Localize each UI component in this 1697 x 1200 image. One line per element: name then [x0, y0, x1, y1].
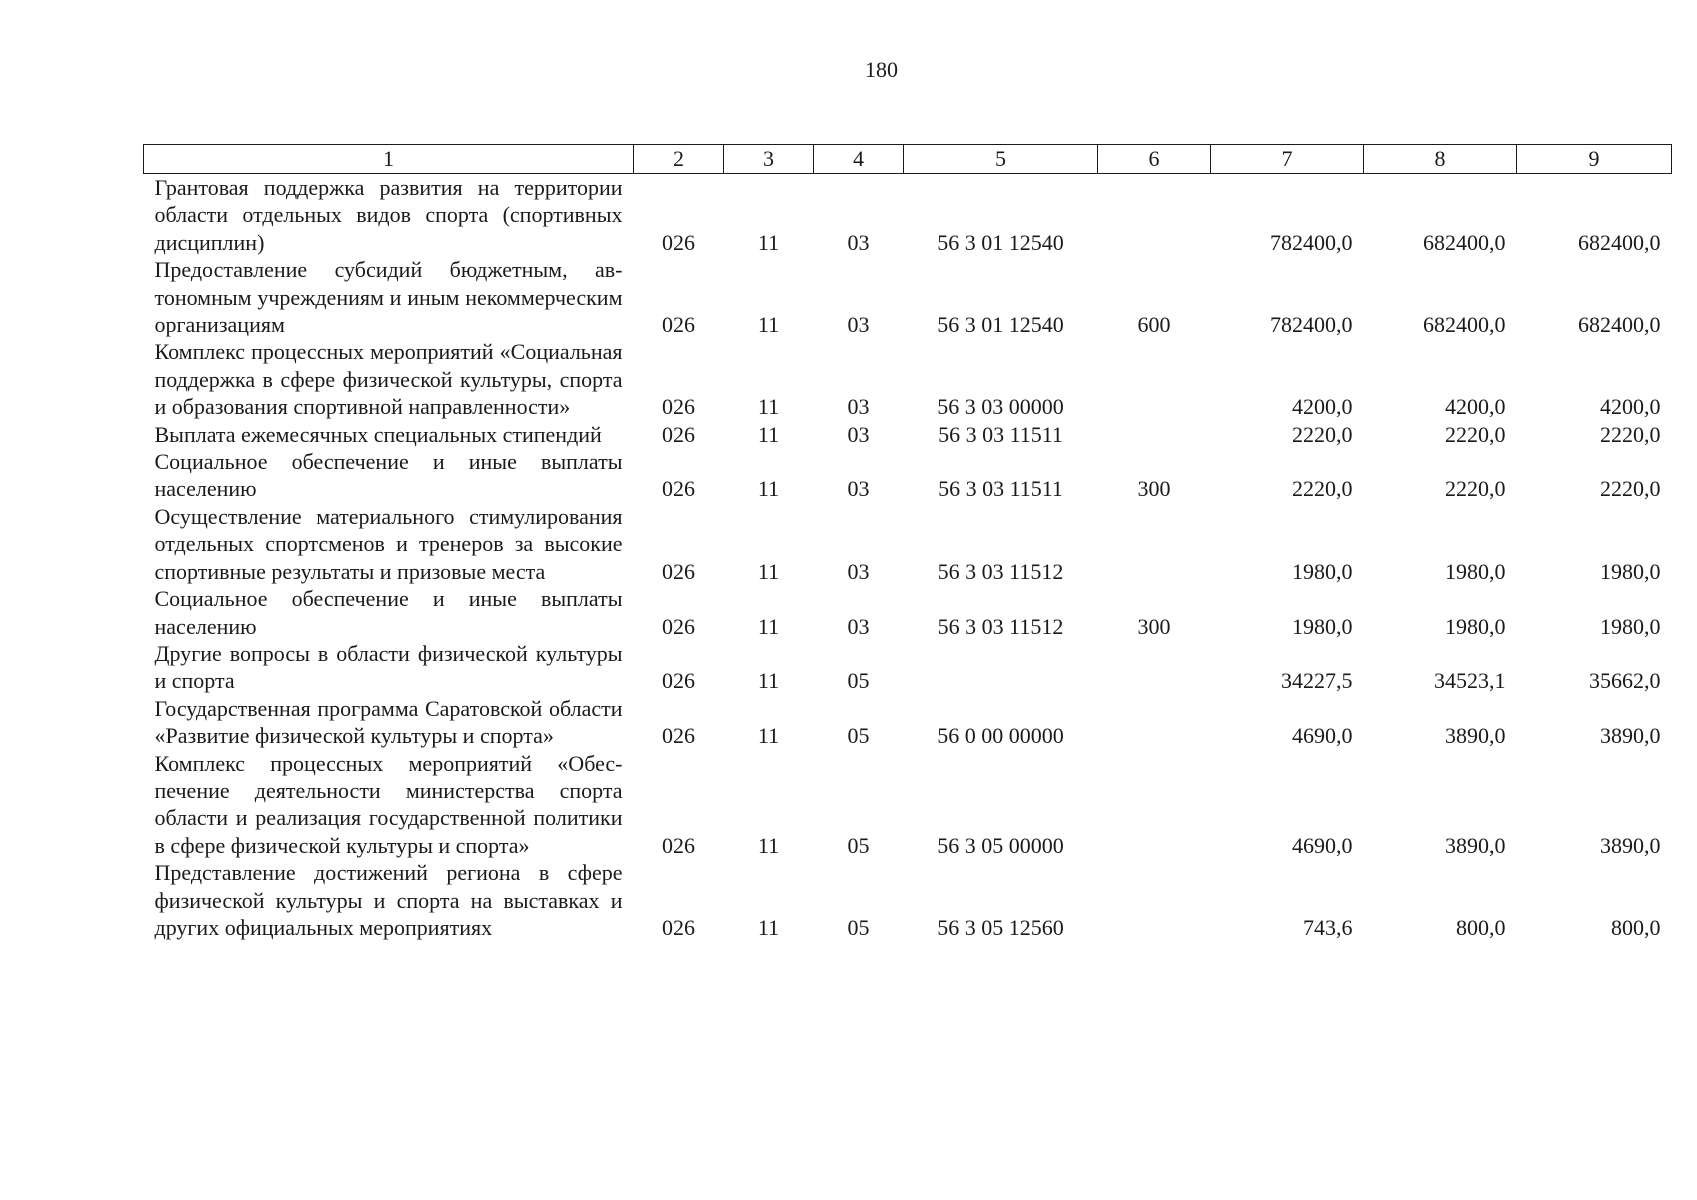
row-subsection-code: 05 [847, 832, 870, 858]
row-expense-type: 600 [1137, 312, 1171, 338]
row-section-code: 11 [757, 832, 780, 858]
row-subsection-code: 05 [847, 668, 870, 694]
row-name: Предоставление субсидий бюджетным, автономным учреждениям и иным некоммерческим организациям [154, 257, 623, 338]
row-expense-type: 300 [1137, 476, 1171, 502]
row-ministry-code: 026 [662, 476, 695, 502]
row-section-code: 11 [757, 914, 780, 940]
table-row [144, 750, 1672, 860]
header-col-3: 3 [724, 145, 814, 174]
row-section-code: 11 [757, 312, 780, 338]
row-ministry-code: 026 [662, 613, 695, 639]
row-amount-col-9: 4200,0 [1600, 394, 1661, 420]
header-col-7: 7 [1211, 145, 1364, 174]
row-amount-col-7: 4200,0 [1292, 394, 1353, 420]
header-col-2: 2 [634, 145, 724, 174]
row-amount-col-8: 3890,0 [1445, 832, 1506, 858]
row-amount-col-9: 35662,0 [1589, 668, 1661, 694]
row-name: Другие вопросы в области физической культуры и спорта [154, 640, 623, 694]
table-row [144, 640, 1672, 695]
row-amount-col-8: 4200,0 [1445, 394, 1506, 420]
row-section-code: 11 [757, 723, 780, 749]
row-amount-col-9: 2220,0 [1600, 476, 1661, 502]
row-subsection-code: 03 [847, 476, 870, 502]
row-subsection-code: 03 [847, 558, 870, 584]
row-amount-col-8: 34523,1 [1434, 668, 1506, 694]
row-amount-col-9: 800,0 [1611, 914, 1661, 940]
row-target-article: 56 0 00 00000 [937, 723, 1064, 749]
row-target-article [904, 640, 1098, 695]
row-target-article: 56 3 01 12540 [937, 312, 1064, 338]
row-expense-type: 300 [1137, 613, 1171, 639]
row-amount-col-8: 2220,0 [1445, 476, 1506, 502]
header-row [144, 145, 1672, 174]
row-amount-col-9: 1980,0 [1600, 613, 1661, 639]
row-subsection-code: 03 [847, 394, 870, 420]
row-amount-col-7: 4690,0 [1292, 832, 1353, 858]
row-name: Социальное обеспечение и иные выплаты населению [154, 586, 623, 639]
row-expense-type [1098, 695, 1211, 750]
row-ministry-code: 026 [662, 229, 695, 255]
row-subsection-code: 03 [847, 312, 870, 338]
table-body [144, 174, 1672, 942]
header-col-5: 5 [904, 145, 1098, 174]
row-subsection-code: 05 [847, 914, 870, 940]
header-col-8: 8 [1364, 145, 1517, 174]
row-expense-type [1098, 338, 1211, 420]
table-row [144, 256, 1672, 338]
header-col-9: 9 [1517, 145, 1672, 174]
row-amount-col-7: 782400,0 [1270, 312, 1353, 338]
row-amount-col-9: 682400,0 [1578, 312, 1661, 338]
row-amount-col-7: 1980,0 [1292, 613, 1353, 639]
table-row [144, 338, 1672, 420]
row-ministry-code: 026 [662, 421, 695, 447]
row-subsection-code: 05 [847, 723, 870, 749]
row-amount-col-7: 2220,0 [1292, 476, 1353, 502]
row-section-code: 11 [757, 394, 780, 420]
row-expense-type [1098, 421, 1211, 448]
row-name: Комплекс процессных мероприятий «Социальная поддержка в сфере физической культуры, спорта и образования спортивной направленности» [154, 339, 623, 420]
row-name: Государственная программа Саратовской области «Развитие физической культуры и спорта» [154, 695, 623, 749]
row-expense-type [1098, 174, 1211, 257]
row-ministry-code: 026 [662, 312, 695, 338]
row-amount-col-7: 782400,0 [1270, 229, 1353, 255]
row-amount-col-9: 3890,0 [1600, 723, 1661, 749]
table-row [144, 503, 1672, 585]
row-amount-col-8: 800,0 [1456, 914, 1506, 940]
row-name: Комплекс процессных мероприятий «Обеспечение деятельности министерства спорта области и реализация государственной политики в сфере физической культуры и спорта» [154, 750, 623, 858]
table-row [144, 448, 1672, 503]
table-row [144, 859, 1672, 941]
row-section-code: 11 [757, 421, 780, 447]
row-target-article: 56 3 03 11511 [938, 421, 1063, 447]
row-section-code: 11 [757, 668, 780, 694]
row-name: Осуществление материального стимулирования отдельных спортсменов и тренеров за высокие спортивные результаты и призовые места [154, 503, 623, 584]
row-target-article: 56 3 05 00000 [937, 832, 1064, 858]
row-amount-col-8: 3890,0 [1445, 723, 1506, 749]
row-section-code: 11 [757, 558, 780, 584]
row-amount-col-9: 3890,0 [1600, 832, 1661, 858]
row-amount-col-8: 1980,0 [1445, 613, 1506, 639]
row-amount-col-8: 1980,0 [1445, 558, 1506, 584]
row-name: Представление достижений региона в сфере физической культуры и спорта на выставках и других официальных мероприятиях [154, 860, 623, 940]
row-amount-col-7: 2220,0 [1292, 421, 1353, 447]
row-target-article: 56 3 03 11511 [938, 476, 1063, 502]
row-target-article: 56 3 03 00000 [937, 394, 1064, 420]
row-name: Выплата ежемесячных специальных стипендий [154, 421, 602, 447]
row-amount-col-7: 4690,0 [1292, 723, 1353, 749]
header-col-1: 1 [144, 145, 634, 174]
table-row [144, 695, 1672, 750]
row-name: Социальное обеспечение и иные выплаты населению [154, 449, 623, 502]
row-ministry-code: 026 [662, 558, 695, 584]
row-target-article: 56 3 03 11512 [937, 558, 1064, 584]
header-col-6: 6 [1098, 145, 1211, 174]
row-name: Грантовая поддержка развития на территории области отдельных видов спорта (спортивных дисциплин) [154, 175, 623, 255]
row-target-article: 56 3 03 11512 [937, 613, 1064, 639]
row-expense-type [1098, 750, 1211, 860]
row-amount-col-9: 682400,0 [1578, 229, 1661, 255]
table-row [144, 585, 1672, 640]
row-subsection-code: 03 [847, 421, 870, 447]
row-amount-col-7: 34227,5 [1281, 668, 1353, 694]
row-expense-type [1098, 859, 1211, 941]
row-section-code: 11 [757, 229, 780, 255]
row-subsection-code: 03 [847, 613, 870, 639]
row-ministry-code: 026 [662, 723, 695, 749]
row-amount-col-7: 743,6 [1303, 914, 1353, 940]
row-amount-col-8: 682400,0 [1423, 229, 1506, 255]
row-amount-col-7: 1980,0 [1292, 558, 1353, 584]
row-amount-col-8: 682400,0 [1423, 312, 1506, 338]
row-amount-col-8: 2220,0 [1445, 421, 1506, 447]
row-amount-col-9: 1980,0 [1600, 558, 1661, 584]
row-section-code: 11 [757, 476, 780, 502]
row-ministry-code: 026 [662, 668, 695, 694]
row-section-code: 11 [757, 613, 780, 639]
budget-table [143, 144, 1672, 941]
table-row [144, 421, 1672, 448]
row-target-article: 56 3 05 12560 [937, 914, 1064, 940]
page-number: 180 [865, 57, 898, 82]
row-expense-type [1098, 640, 1211, 695]
row-ministry-code: 026 [662, 394, 695, 420]
table-header [144, 145, 1672, 174]
row-target-article: 56 3 01 12540 [937, 229, 1064, 255]
header-col-4: 4 [814, 145, 904, 174]
row-ministry-code: 026 [662, 832, 695, 858]
row-ministry-code: 026 [662, 914, 695, 940]
row-amount-col-9: 2220,0 [1600, 421, 1661, 447]
table-row [144, 174, 1672, 257]
row-subsection-code: 03 [847, 229, 870, 255]
row-expense-type [1098, 503, 1211, 585]
